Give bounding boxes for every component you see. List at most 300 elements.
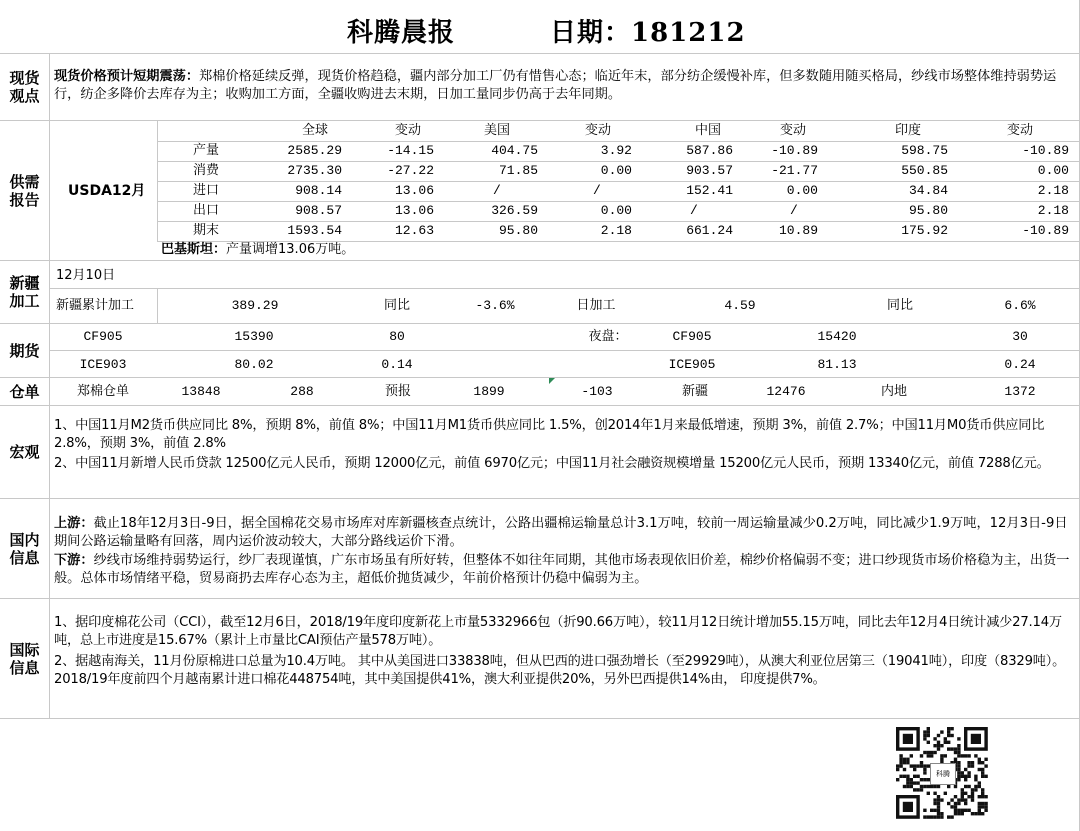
qr-module [964,754,967,757]
qr-module [964,792,967,795]
supply-cell: 3.92 [600,143,632,158]
qr-module [954,802,957,805]
qr-module [981,812,984,815]
supply-cell: -21.77 [771,163,818,178]
qr-module [978,761,981,764]
futures-cell: 夜盘： [588,329,628,344]
qr-module [984,802,987,805]
report-date: 日期：181212 [550,18,746,48]
qr-module [927,734,930,737]
qr-module [937,805,940,808]
qr-module [957,771,960,774]
qr-module [940,812,943,815]
qr-module [933,798,936,801]
qr-module [957,798,960,801]
qr-module [981,771,984,774]
supply-col-header: 印度 [894,123,921,138]
qr-module [954,805,957,808]
qr-module [923,778,926,781]
supply-cell: 550.85 [901,163,948,178]
qr-code-image [889,727,995,819]
qr-module [964,775,967,778]
qr-module [940,758,943,761]
qr-module [971,812,974,815]
supply-label: 供需报告 [9,172,40,209]
qr-module [981,775,984,778]
qr-module [937,747,940,750]
qr-module [957,737,960,740]
qr-module [954,785,957,788]
supply-cell: 0.00 [600,203,632,218]
qr-module [933,809,936,812]
supply-cell: 10.89 [778,223,818,238]
spot-label: 现货观点 [9,69,40,105]
supply-cell: 404.75 [491,143,538,158]
qr-module [967,809,970,812]
macro-label: 宏观 [9,443,40,461]
qr-module [950,747,953,750]
xinjiang-cell: 389.29 [231,298,279,313]
supply-cell: -27.22 [387,163,434,178]
qr-module [971,798,974,801]
supply-cell: 903.57 [686,163,733,178]
futures-cell: 15420 [817,329,857,344]
qr-module [961,771,964,774]
usda-report: USDA12月 [68,183,146,199]
xinjiang-cell: 同比 [383,298,410,313]
supply-cell: -10.89 [771,143,818,158]
xinjiang-cell: -3.6% [475,298,515,313]
qr-module [913,775,916,778]
supply-cell: 661.24 [686,223,733,238]
qr-module [923,734,926,737]
qr-module [947,815,950,818]
xinjiang-cell: 新疆累计加工 [56,298,135,313]
qr-module [930,751,933,754]
qr-module [920,788,923,791]
xinjiang-cell: 4.59 [724,298,756,313]
qr-module [947,747,950,750]
qr-module [913,788,916,791]
qr-module [937,744,940,747]
qr-module [947,741,950,744]
spot-headline: 现货价格预计短期震荡： [54,69,200,84]
qr-module [971,788,974,791]
qr-module [899,754,902,757]
supply-cell: 1593.54 [287,223,342,238]
qr-module [957,744,960,747]
qr-module [967,785,970,788]
qr-module [899,775,902,778]
qr-module [937,734,940,737]
qr-module [940,798,943,801]
supply-cell: 12.63 [394,223,434,238]
supply-cell: 13.06 [394,203,434,218]
intl-p1: 1、据印度棉花公司（CCI），截至12月6日，2018/19年度印度新花上市量5332966包（折90.66万吨），较11月12日统计增加55.15万吨，同比去年12月4日统计减少27.14万吨，总上市进度是15.67%（累计上市量比CAI预估产量578万吨）。 [54,615,1062,648]
supply-cell: -10.89 [1022,143,1069,158]
qr-module [947,802,950,805]
supply-cell: 908.57 [295,203,342,218]
supply-cell: -14.15 [387,143,434,158]
qr-module [961,792,964,795]
qr-module [971,761,974,764]
qr-finder [971,734,981,744]
qr-module [957,812,960,815]
qr-module [899,758,902,761]
supply-row-label: 期末 [193,223,220,238]
warehouse-cell: 郑棉仓单 [76,384,129,399]
qr-module [910,781,913,784]
qr-module [961,775,964,778]
qr-module [947,785,950,788]
qr-module [937,795,940,798]
qr-module [967,795,970,798]
qr-module [964,778,967,781]
qr-module [903,761,906,764]
supply-row-label: 进口 [193,183,220,198]
qr-module [923,764,926,767]
qr-module [978,812,981,815]
qr-module [940,744,943,747]
qr-module [906,785,909,788]
qr-module [984,795,987,798]
qr-module [974,812,977,815]
qr-module [978,781,981,784]
qr-module [964,768,967,771]
qr-module [920,754,923,757]
futures-label: 期货 [9,341,40,360]
qr-module [967,754,970,757]
qr-module [981,805,984,808]
qr-module [964,809,967,812]
pakistan-note [161,242,354,258]
qr-module [981,788,984,791]
qr-module [933,792,936,795]
qr-module [984,775,987,778]
supply-cell: 152.41 [686,183,733,198]
warehouse-cell: 288 [290,384,314,399]
qr-module [906,775,909,778]
qr-module [930,809,933,812]
supply-cell: / [790,203,798,218]
domestic-downstream [54,552,1078,588]
qr-module [920,761,923,764]
supply-cell: 2585.29 [287,143,342,158]
qr-module [954,795,957,798]
supply-row-label: 出口 [193,203,220,218]
supply-cell: 326.59 [491,203,538,218]
qr-module [957,802,960,805]
qr-module [961,754,964,757]
supply-cell: 598.75 [901,143,948,158]
supply-cell: 95.80 [498,223,538,238]
supply-cell: 2735.30 [287,163,342,178]
supply-col-header: 全球 [301,123,328,138]
futures-cell: CF905 [83,329,123,344]
qr-module [957,751,960,754]
qr-module [944,792,947,795]
supply-cell: / [493,183,501,198]
qr-module [978,758,981,761]
qr-module [913,781,916,784]
domestic-label: 国内信息 [9,530,40,567]
qr-module [940,754,943,757]
qr-module [923,751,926,754]
domestic-upstream [54,515,1078,551]
supply-cell: 908.14 [295,183,342,198]
qr-module [913,764,916,767]
downstream-label: 下游： [54,553,94,568]
qr-logo: 科腾 [930,763,956,785]
qr-module [920,764,923,767]
qr-finder [903,734,913,744]
qr-module [937,812,940,815]
qr-module [930,754,933,757]
qr-module [957,754,960,757]
qr-module [906,781,909,784]
qr-module [927,730,930,733]
qr-module [950,805,953,808]
qr-module [981,761,984,764]
spot-body: 郑棉价格延续反弹，现货价格趋稳，疆内部分加工厂仍有惜售心态；临近年末，部分纺企缓慢补库，但多数随用随买格局，纱线市场整体维持弱势运行，纺企多降价去库存为主；收购加工方面，全疆收购进去末期，日加工量同步仍高于去年同期。 [54,69,1057,102]
qr-module [899,764,902,767]
qr-module [984,758,987,761]
futures-cell: 30 [1012,329,1028,344]
qr-module [967,761,970,764]
qr-module [981,768,984,771]
qr-module [937,809,940,812]
futures-cell: 81.13 [817,357,857,372]
qr-module [974,788,977,791]
macro-p2: 2、中国11月新增人民币贷款 12500亿元人民币，预期 12000亿元，前值 6970亿元；中国11月社会融资规模增量 15200亿元人民币，预期 13340亿元，前值 7288亿元。 [54,456,1050,471]
supply-cell: 2.18 [1037,183,1069,198]
supply-cell: 13.06 [394,183,434,198]
qr-module [967,764,970,767]
supply-cell: 95.80 [908,203,948,218]
qr-module [974,775,977,778]
warehouse-cell: 新疆 [681,384,708,399]
qr-module [981,795,984,798]
downstream-text: 纱线市场维持弱势运行，纱厂表现谨慎，广东市场虽有所好转，但整体不如往年同期，其他市场表现依旧价差，棉纱价格偏弱不变；进口纱现货市场价格稳为主，出货一般。总体市场情绪平稳，贸易商扔去库存心态为主，超低价抛货减少，年前价格预计仍稳中偏弱为主。 [54,553,1070,586]
supply-cell: 34.84 [908,183,948,198]
qr-module [899,761,902,764]
qr-module [927,754,930,757]
qr-module [920,778,923,781]
qr-module [913,768,916,771]
warehouse-cell: 13848 [181,384,221,399]
qr-module [978,802,981,805]
qr-module [903,758,906,761]
qr-module [954,747,957,750]
qr-module [923,771,926,774]
supply-cell: 587.86 [686,143,733,158]
supply-col-header: 变动 [584,123,611,138]
qr-module [957,768,960,771]
qr-module [896,764,899,767]
pakistan-text: 产量调增13.06万吨。 [226,242,355,257]
qr-module [937,741,940,744]
xinjiang-cell: 同比 [886,298,913,313]
qr-module [927,815,930,818]
qr-module [906,778,909,781]
qr-module [957,775,960,778]
qr-module [964,802,967,805]
qr-module [927,727,930,730]
warehouse-cell: 12476 [766,384,806,399]
qr-module [903,785,906,788]
qr-module [927,792,930,795]
qr-module [906,758,909,761]
qr-module [957,761,960,764]
qr-module [961,798,964,801]
supply-cell: 175.92 [901,223,948,238]
qr-module [933,815,936,818]
futures-cell: 0.14 [381,357,413,372]
qr-module [910,764,913,767]
supply-col-header: 中国 [694,123,721,138]
qr-module [961,809,964,812]
qr-module [923,768,926,771]
warehouse-cell: 内地 [880,384,907,399]
qr-module [933,737,936,740]
report-title: 科腾晨报 [347,18,456,48]
qr-module [896,768,899,771]
supply-cell: 2.18 [1037,203,1069,218]
qr-module [903,768,906,771]
comment-marker [549,378,555,384]
futures-cell: 15390 [234,329,274,344]
qr-module [978,809,981,812]
qr-module [933,802,936,805]
qr-module [957,764,960,767]
warehouse-cell: 1899 [473,384,505,399]
qr-module [947,727,950,730]
qr-module [957,778,960,781]
qr-module [944,754,947,757]
qr-module [974,778,977,781]
supply-cell: 2.18 [600,223,632,238]
qr-module [923,785,926,788]
upstream-text: 截止18年12月3日-9日，据全国棉花交易市场库对库新疆核查点统计，公路出疆棉运输量总计3.1万吨，较前一周运输量减少0.2万吨，同比减少1.9万吨，12月3日-9日期间公路运输量略有回落，周内运价波动较大，大部分路线运价下滑。 [54,516,1068,549]
qr-module [981,792,984,795]
qr-module [957,747,960,750]
qr-module [954,758,957,761]
supply-row-label: 产量 [193,143,220,158]
qr-module [927,741,930,744]
qr-module [933,785,936,788]
supply-cell: 0.00 [1037,163,1069,178]
intl-label: 国际信息 [9,640,40,677]
futures-cell: ICE905 [668,357,716,372]
qr-module [944,737,947,740]
qr-module [981,802,984,805]
qr-module [950,798,953,801]
qr-module [916,788,919,791]
qr-module [947,734,950,737]
qr-module [933,744,936,747]
qr-module [974,754,977,757]
supply-col-header: 变动 [1006,123,1033,138]
xinjiang-date: 12月10日 [56,268,116,283]
qr-module [961,788,964,791]
qr-module [984,764,987,767]
qr-module [937,798,940,801]
qr-finder [903,802,913,812]
xinjiang-label: 新疆加工 [9,274,40,310]
qr-module [978,768,981,771]
qr-module [910,754,913,757]
qr-module [954,812,957,815]
warehouse-label: 仓单 [9,382,40,401]
supply-col-header: 变动 [394,123,421,138]
qr-module [933,751,936,754]
warehouse-cell: -103 [581,384,613,399]
warehouse-cell: 1372 [1004,384,1036,399]
qr-module [923,809,926,812]
qr-module [950,727,953,730]
qr-module [950,734,953,737]
qr-module [916,764,919,767]
qr-module [937,815,940,818]
qr-module [961,812,964,815]
qr-module [978,785,981,788]
qr-module [937,785,940,788]
qr-module [903,775,906,778]
qr-module [947,730,950,733]
macro-p1: 1、中国11月M2货币供应同比 8%，预期 8%，前值 8%；中国11月M1货币供应同比 1.5%，创2014年1月来最低增速，预期 3%，前值 2.7%；中国11月M0货币供应同比 2.8%，预期 3%，前值 2.8% [54,418,1045,451]
qr-module [944,741,947,744]
spot-text [54,68,1076,104]
qr-module [940,815,943,818]
qr-module [916,781,919,784]
supply-col-header: 变动 [779,123,806,138]
qr-module [910,778,913,781]
qr-module [967,775,970,778]
qr-module [937,802,940,805]
qr-module [896,778,899,781]
qr-module [920,785,923,788]
futures-cell: CF905 [672,329,712,344]
qr-module [971,792,974,795]
supply-cell: / [593,183,601,198]
qr-module [930,785,933,788]
supply-cell: / [690,203,698,218]
qr-module [916,775,919,778]
intl-p2: 2、据越南海关，11月份原棉进口总量为10.4万吨。 其中从美国进口33838吨，但从巴西的进口强劲增长（至29929吨），从澳大利亚位居第三（19041吨），印度（8329吨）。2018/19年度前四个月越南累计进口棉花448754吨，其中美国提供41%，澳大利亚提供20%，另外巴西提供14%由， 印度提供7%。 [54,654,1066,687]
qr-module [978,795,981,798]
xinjiang-cell: 6.6% [1004,298,1036,313]
qr-module [910,785,913,788]
supply-cell: -10.89 [1022,223,1069,238]
qr-module [978,805,981,808]
qr-module [954,751,957,754]
qr-module [930,815,933,818]
qr-module [927,751,930,754]
qr-module [971,795,974,798]
futures-cell: 80 [389,329,405,344]
qr-module [906,761,909,764]
futures-cell: 0.24 [1004,357,1036,372]
qr-module [974,785,977,788]
qr-module [923,730,926,733]
qr-module [950,815,953,818]
qr-module [957,809,960,812]
supply-cell: 0.00 [600,163,632,178]
qr-module [927,785,930,788]
supply-col-header: 美国 [483,123,510,138]
qr-module [961,795,964,798]
qr-module [984,809,987,812]
